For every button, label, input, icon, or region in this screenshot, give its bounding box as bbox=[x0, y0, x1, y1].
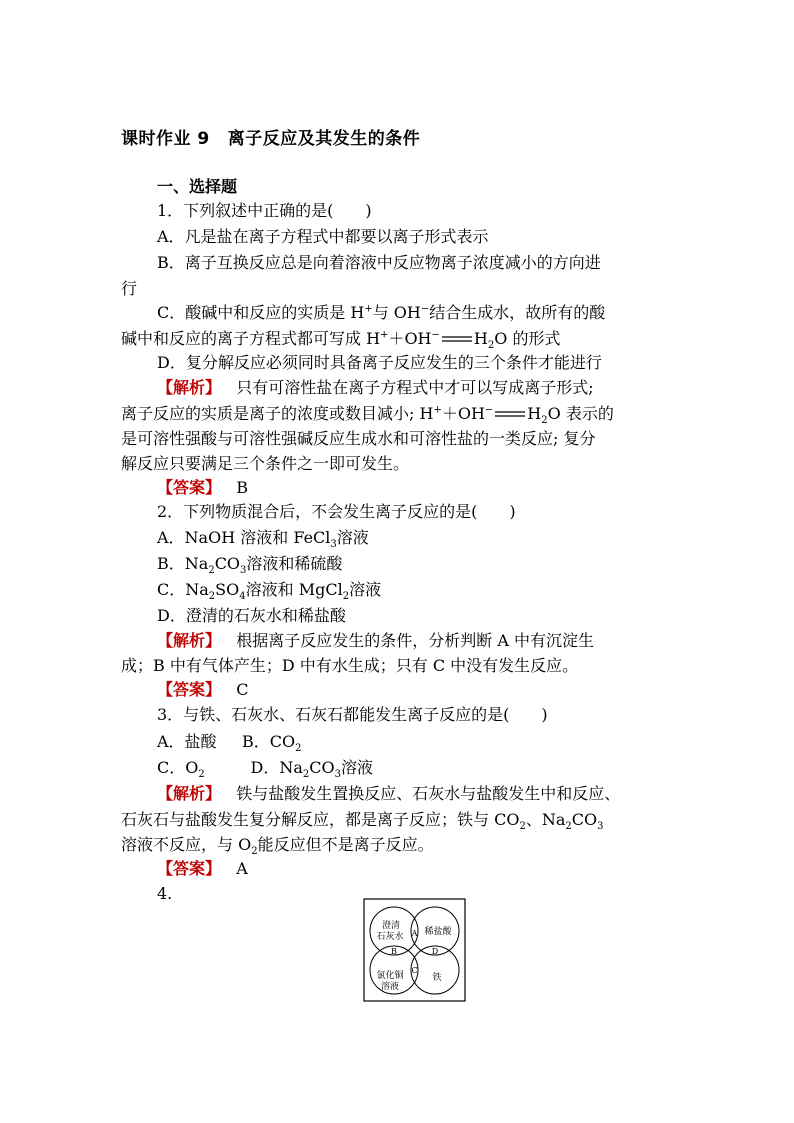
q1-option-b: B．离子互换反应总是向着溶液中反应物离子浓度减小的方向进 bbox=[157, 253, 601, 272]
q3-answer: 【答案】 A bbox=[157, 859, 248, 878]
q2-option-a: A．NaOH 溶液和 FeCl$_3$溶液 bbox=[157, 528, 369, 551]
q3-analysis-l2: 石灰石与盐酸发生复分解反应，都是离子反应；铁与 $CO_2$、$Na_2CO_3$ bbox=[121, 810, 604, 833]
page-title bbox=[121, 124, 420, 149]
title-main: 离子反应及其发生的条件 bbox=[227, 129, 421, 149]
title-prefix: 课时作业 9 bbox=[121, 129, 210, 149]
region-a: A bbox=[411, 929, 418, 938]
region-c: C bbox=[411, 966, 418, 975]
q1-option-d: D．复分解反应必须同时具备离子反应发生的三个条件才能进行 bbox=[157, 353, 602, 372]
q1-option-b-cont: 行 bbox=[121, 279, 138, 298]
region-b: B bbox=[391, 947, 397, 956]
q2-analysis-l2: 成；B 中有气体产生；D 中有水生成；只有 C 中没有发生反应。 bbox=[121, 656, 579, 675]
answer-tag: 【答案】 bbox=[157, 680, 222, 699]
venn-label-limewater-2: 石灰水 bbox=[376, 932, 404, 942]
q1-stem: 1．下列叙述中正确的是( ) bbox=[157, 201, 372, 220]
q1-analysis-l3: 是可溶性强酸与可溶性强碱反应生成水和可溶性盐的一类反应; 复分 bbox=[121, 429, 596, 448]
q1-analysis-l2: 离子反应的实质是离子的浓度或数目减小; H+＋OH− $H_2O$ 表示的 bbox=[121, 404, 614, 427]
venn-label-cucl2-2: 溶液 bbox=[380, 982, 400, 992]
q3-analysis-l3: 溶液不反应，与 $O_2$能反应但不是离子反应。 bbox=[121, 835, 434, 858]
q3-stem: 3．与铁、石灰水、石灰石都能发生离子反应的是( ) bbox=[157, 705, 548, 724]
answer-tag: 【答案】 bbox=[157, 859, 222, 878]
region-d: D bbox=[431, 947, 439, 956]
analysis-tag: 【解析】 bbox=[157, 784, 222, 803]
venn-label-limewater-1: 澄清 bbox=[381, 921, 401, 931]
analysis-tag: 【解析】 bbox=[157, 631, 222, 650]
q1-answer: 【答案】 B bbox=[157, 478, 249, 497]
q1-option-a: A．凡是盐在离子方程式中都要以离子形式表示 bbox=[157, 227, 489, 246]
venn-label-cucl2-1: 氯化铜 bbox=[376, 971, 404, 981]
analysis-tag: 【解析】 bbox=[157, 378, 222, 397]
q1-analysis-l4: 解反应只要满足三个条件之一即可发生。 bbox=[121, 454, 410, 473]
venn-label-iron: 铁 bbox=[432, 973, 442, 983]
venn-diagram bbox=[363, 898, 466, 1002]
q3-options-ab: A．盐酸 B．$CO_2$ bbox=[157, 732, 302, 755]
q3-analysis: 【解析】 铁与盐酸发生置换反应、石灰水与盐酸发生中和反应、 bbox=[157, 784, 621, 803]
q1-option-c-cont: 碱中和反应的离子方程式都可写成 H+＋OH− $H_2O$ 的形式 bbox=[121, 329, 561, 352]
q4-number: 4. bbox=[157, 884, 173, 903]
q1-analysis: 【解析】 只有可溶性盐在离子方程式中才可以写成离子形式; bbox=[157, 378, 594, 397]
q3-options-cd: C．$O_2$ D．$Na_2CO_3$溶液 bbox=[157, 758, 374, 781]
q2-option-d: D．澄清的石灰水和稀盐酸 bbox=[157, 606, 346, 625]
answer-tag: 【答案】 bbox=[157, 478, 222, 497]
q2-analysis: 【解析】 根据离子反应发生的条件，分析判断 A 中有沉淀生 bbox=[157, 631, 595, 650]
venn-label-hcl: 稀盐酸 bbox=[424, 927, 452, 937]
equals-arrow bbox=[441, 329, 473, 349]
q2-stem: 2．下列物质混合后，不会发生离子反应的是( ) bbox=[157, 502, 516, 521]
q2-option-c: C．$Na_2SO_4$溶液和 MgCl$_2$溶液 bbox=[157, 580, 382, 603]
q1-option-c: C．酸碱中和反应的实质是 H+与 OH−结合生成水，故所有的酸 bbox=[157, 303, 606, 322]
section-heading: 一、选择题 bbox=[157, 177, 238, 196]
equals-arrow bbox=[494, 404, 526, 424]
q2-answer: 【答案】 C bbox=[157, 680, 249, 699]
q2-option-b: B．$Na_2CO_3$溶液和稀硫酸 bbox=[157, 554, 343, 577]
